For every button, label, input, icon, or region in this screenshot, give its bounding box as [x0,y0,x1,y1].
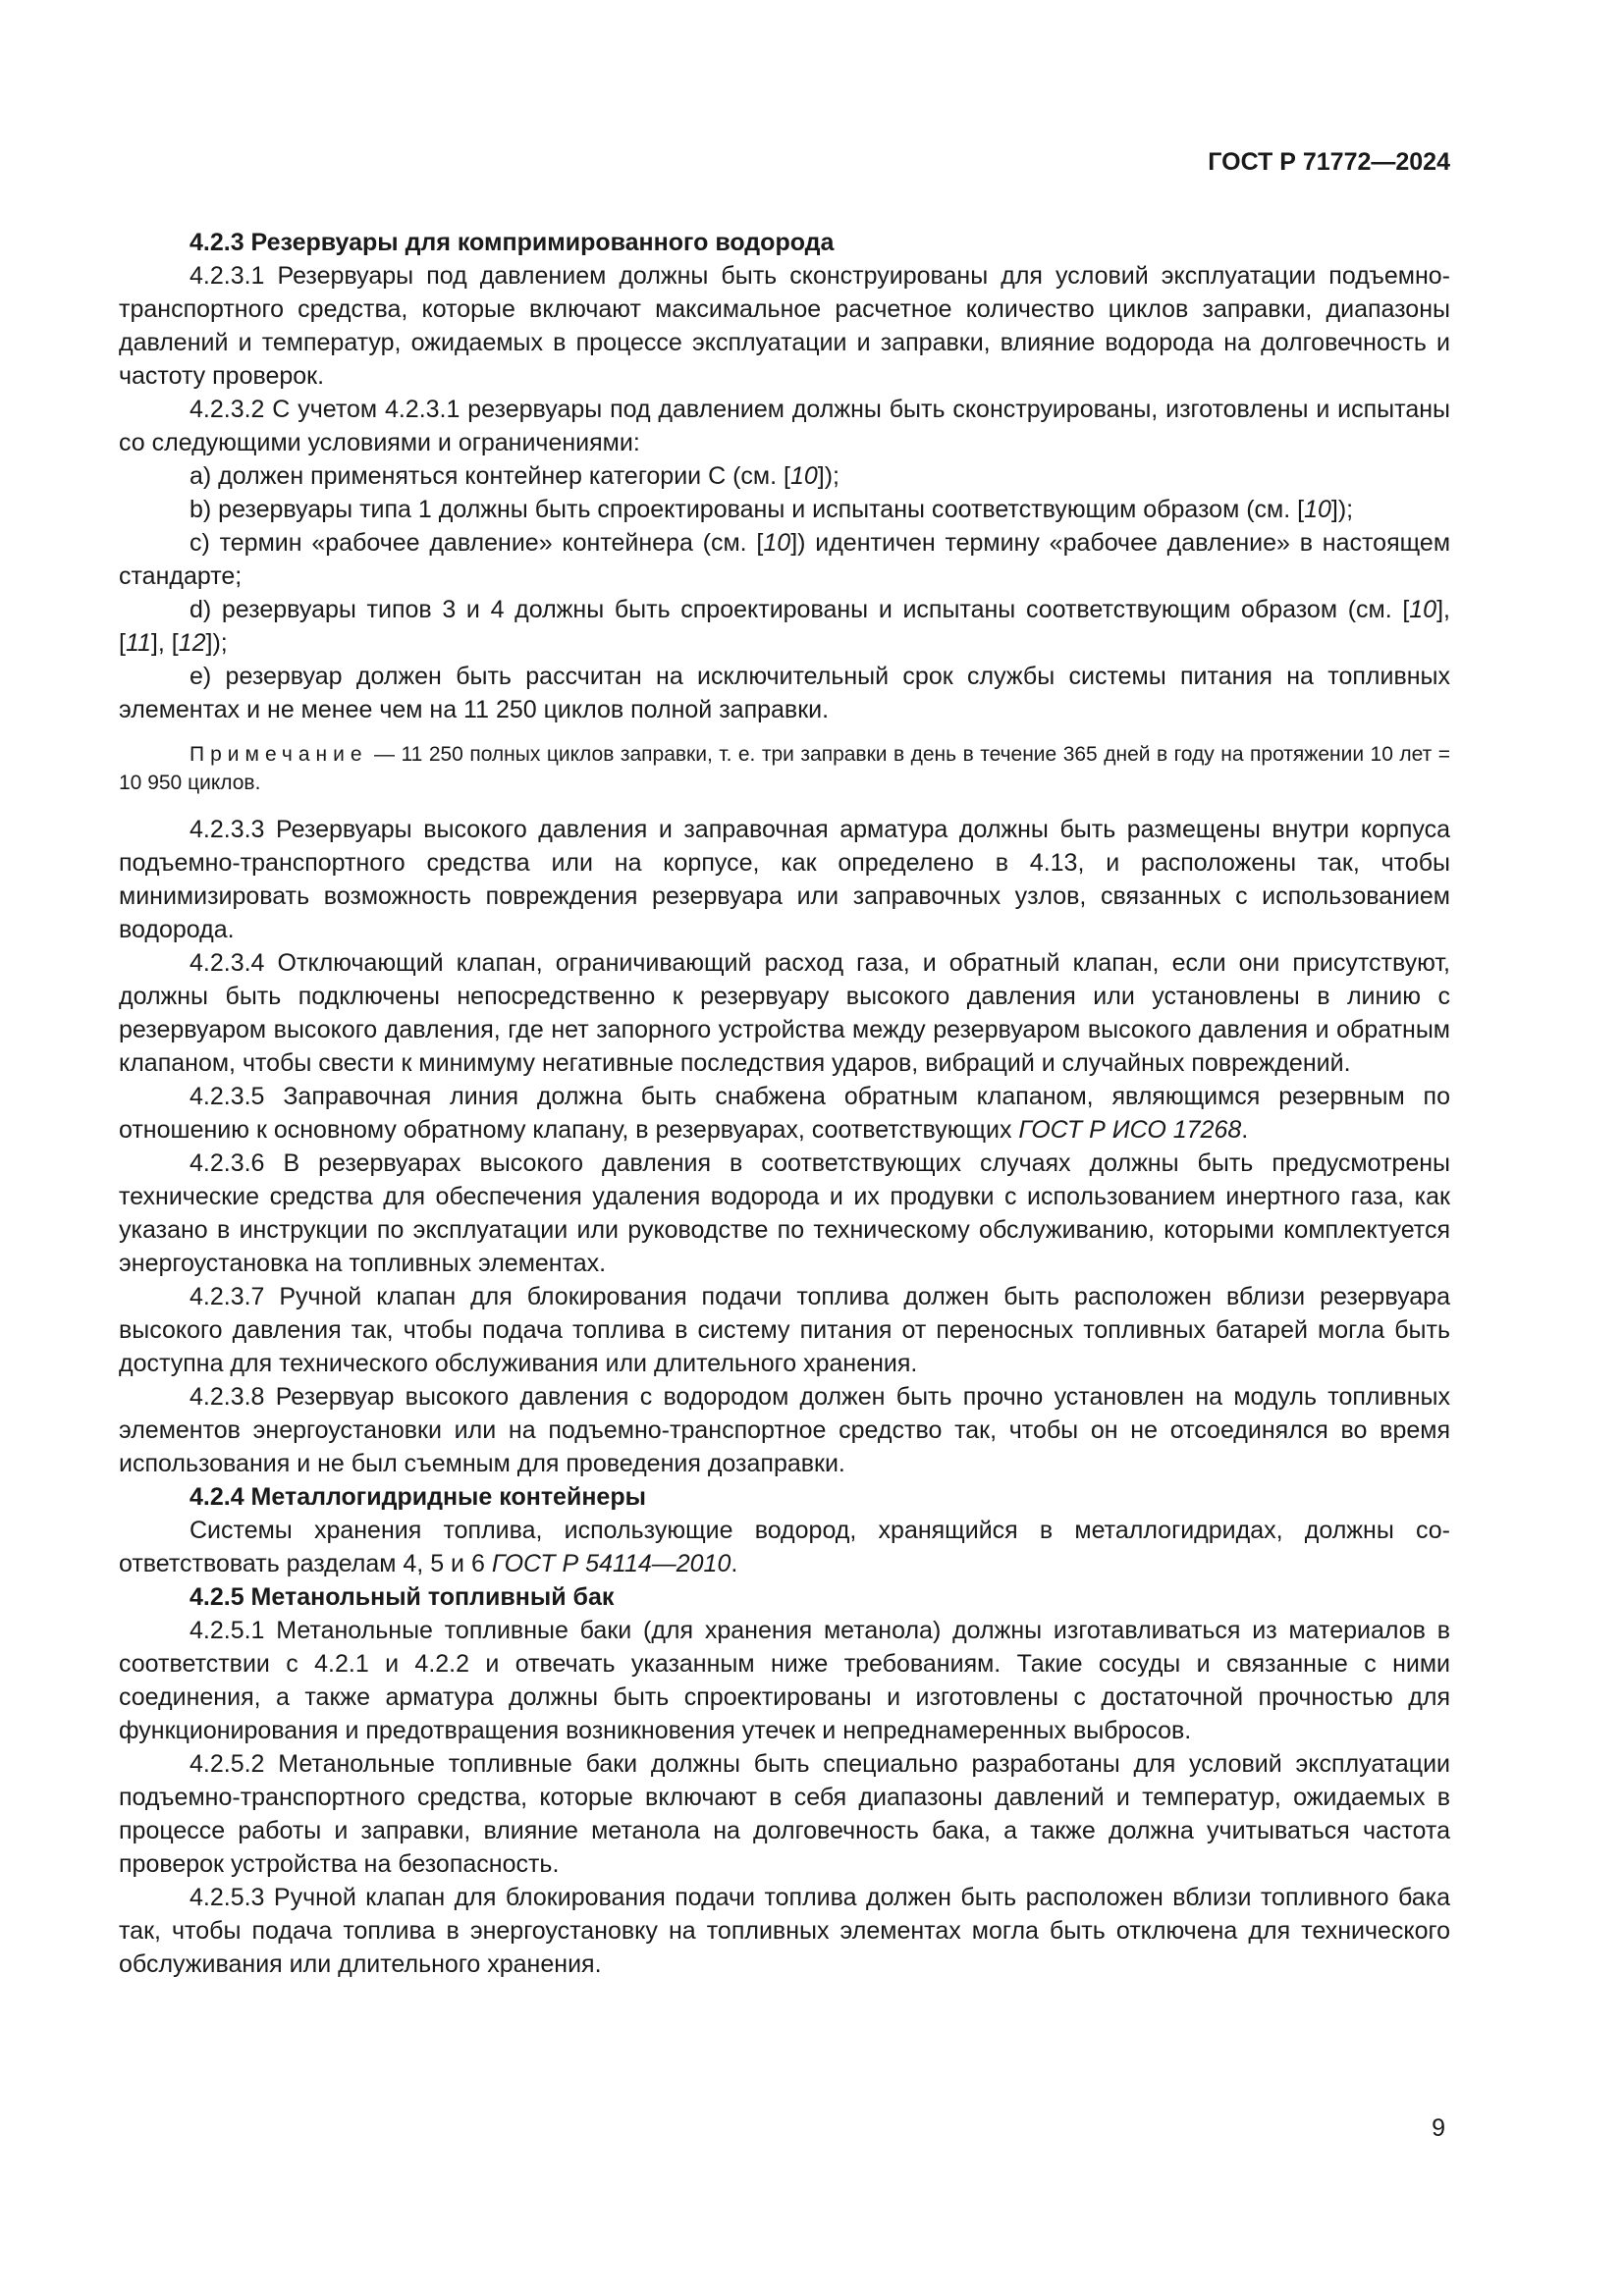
standard-ref: ГОСТ Р 54114—2010 [491,1550,731,1577]
paragraph-4-2-4-tail: . [731,1550,738,1577]
paragraph-4-2-5-2: 4.2.5.2 Метанольные топливные баки должны быть специально разработаны для условий эксплуатации подъемно-транспортного средства, которые включают в себя диапазоны давлений и температур, ожидаемых в процессе работы и заправки, влияние метанола на долговечность бака, а также должна учитываться частота проверок устройства на безопасность. [119,1750,1450,1878]
list-item-a-text: а) должен применяться контейнер категории С (см. [ [189,462,790,490]
paragraph-4-2-3-5-text: 4.2.3.5 Заправочная линия должна быть снабжена обратным клапаном, являющимся резервным по отношению к основному обратному клапану, в резервуарах, соответствующих [119,1083,1450,1144]
standard-ref: ГОСТ Р ИСО 17268 [1018,1116,1242,1144]
list-item-b [119,493,1450,526]
note-label: Примечание [189,743,368,766]
bibliography-ref: 12 [178,629,206,657]
paragraph-4-2-3-1: 4.2.3.1 Резервуары под давлением должны быть сконструированы для условий эксплуатации подъемно-транспортного средства, которые включают максимальное расчетное количество циклов заправки, диапазоны давлений и температур, ожидаемых в процессе эксплуатации и заправки, влияние водорода на долговечность и частоту проверок. [119,262,1450,390]
paragraph-4-2-3-5-tail: . [1241,1116,1249,1144]
paragraph-4-2-3-6: 4.2.3.6 В резервуарах высокого давления в соответствующих случаях должны быть предусмотрены технические средства для обеспечения удаления водорода и их продувки с использованием инертного газа, как указано в инструкции по эксплуатации или руководстве по техническому обслуживанию, которыми комплектуется энергоустановка на топливных элементах. [119,1149,1450,1277]
paragraph-4-2-4 [119,1514,1450,1580]
list-item-e: e) резервуар должен быть рассчитан на исключительный срок службы системы питания на топливных элементах и не менее чем на 11 250 циклов полной заправки. [119,663,1450,723]
bibliography-ref: 10 [763,529,791,557]
paragraph-4-2-4-text: Системы хранения топлива, использующие водород, хранящийся в металлогидридах, должны соответствовать разделам 4, 5 и 6 [119,1517,1450,1577]
paragraph-4-2-3-2: 4.2.3.2 С учетом 4.2.3.1 резервуары под давлением должны быть сконструированы, изготовлены и испытаны со следующими условиями и ограничениями: [119,396,1450,456]
list-item-a-tail: ]); [817,462,839,490]
paragraph-4-2-3-7: 4.2.3.7 Ручной клапан для блокирования подачи топлива должен быть расположен вблизи резервуара высокого давления так, чтобы подача топлива в систему питания от переносных топливных батарей могла быть доступна для технического обслуживания или длительного хранения. [119,1283,1450,1377]
list-item-b-text: b) резервуары типа 1 должны быть спроектированы и испытаны соответствующим образом (см. [ [189,496,1305,523]
bibliography-ref: 10 [1304,496,1331,523]
list-item-d-sep: ], [ [150,629,179,657]
paragraph-4-2-3-8: 4.2.3.8 Резервуар высокого давления с водородом должен быть прочно установлен на модуль топливных элементов энергоустановки или на подъемно-транспортное средство так, чтобы он не отсоединялся во время использования и не был съемным для проведения дозаправки. [119,1383,1450,1477]
document-body [119,226,1450,1981]
section-4-2-4-heading: 4.2.4 Металлогидридные контейнеры [189,1483,646,1511]
section-4-2-5-heading: 4.2.5 Метанольный топливный бак [189,1583,615,1611]
paragraph-4-2-3-4: 4.2.3.4 Отключающий клапан, ограничивающий расход газа, и обратный клапан, если они присутствуют, должны быть подключены непосредственно к резервуару высокого давления или установлены в линию с резервуаром высокого давления, где нет запорного устройства между резервуаром высокого давления и обратным клапаном, чтобы свести к минимуму негативные последствия ударов, вибраций и случайных повреждений. [119,949,1450,1077]
list-item-d-sep: ], [ [119,596,1450,657]
bibliography-ref: 11 [125,629,151,657]
note-text: — 11 250 полных циклов заправки, т. е. три заправки в день в течение 365 дней в году на протяжении 10 лет = 10 950 циклов. [119,743,1450,794]
paragraph-4-2-3-3: 4.2.3.3 Резервуары высокого давления и заправочная арматура должны быть размещены внутри корпуса подъемно-транспортного средства или на корпусе, как определено в 4.13, и расположены так, чтобы минимизировать возможность повреждения резервуара или заправочных узлов, связанных с использованием водорода. [119,816,1450,943]
list-item-b-tail: ]); [1330,496,1354,523]
list-item-d-text: d) резервуары типов 3 и 4 должны быть спроектированы и испытаны соответствующим образом (см. [ [189,596,1410,623]
list-item-d [119,593,1450,660]
list-item-d-tail: ]); [205,629,228,657]
paragraph-4-2-3-5 [119,1080,1450,1147]
page-number: 9 [1432,2114,1445,2142]
list-item-c [119,526,1450,593]
paragraph-4-2-5-3: 4.2.5.3 Ручной клапан для блокирования подачи топлива должен быть расположен вблизи топливного бака так, чтобы подача топлива в энергоустановку на топливных элементах могла быть отключена для технического обслуживания или длительного хранения. [119,1884,1450,1978]
paragraph-4-2-5-1: 4.2.5.1 Метанольные топливные баки (для хранения метанола) должны изготавливаться из материалов в соответствии с 4.2.1 и 4.2.2 и отвечать указанным ниже требованиям. Такие сосуды и связанные с ними соединения, а также арматура должны быть спроектированы и изготовлены с достаточной прочностью для функционирования и предотвращения возникновения утечек и непреднамеренных выбросов. [119,1617,1450,1744]
note [119,740,1450,797]
list-item-c-tail: ]) идентичен термину «рабочее давление» в настоящем стандарте; [119,529,1451,590]
list-item-a [119,459,1450,493]
list-item-c-text: c) термин «рабочее давление» контейнера (см. [ [189,529,764,557]
document-designation: ГОСТ Р 71772—2024 [1208,148,1450,176]
section-4-2-3-heading: 4.2.3 Резервуары для компримированного водорода [189,229,835,256]
bibliography-ref: 10 [789,462,818,490]
bibliography-ref: 10 [1409,596,1437,623]
